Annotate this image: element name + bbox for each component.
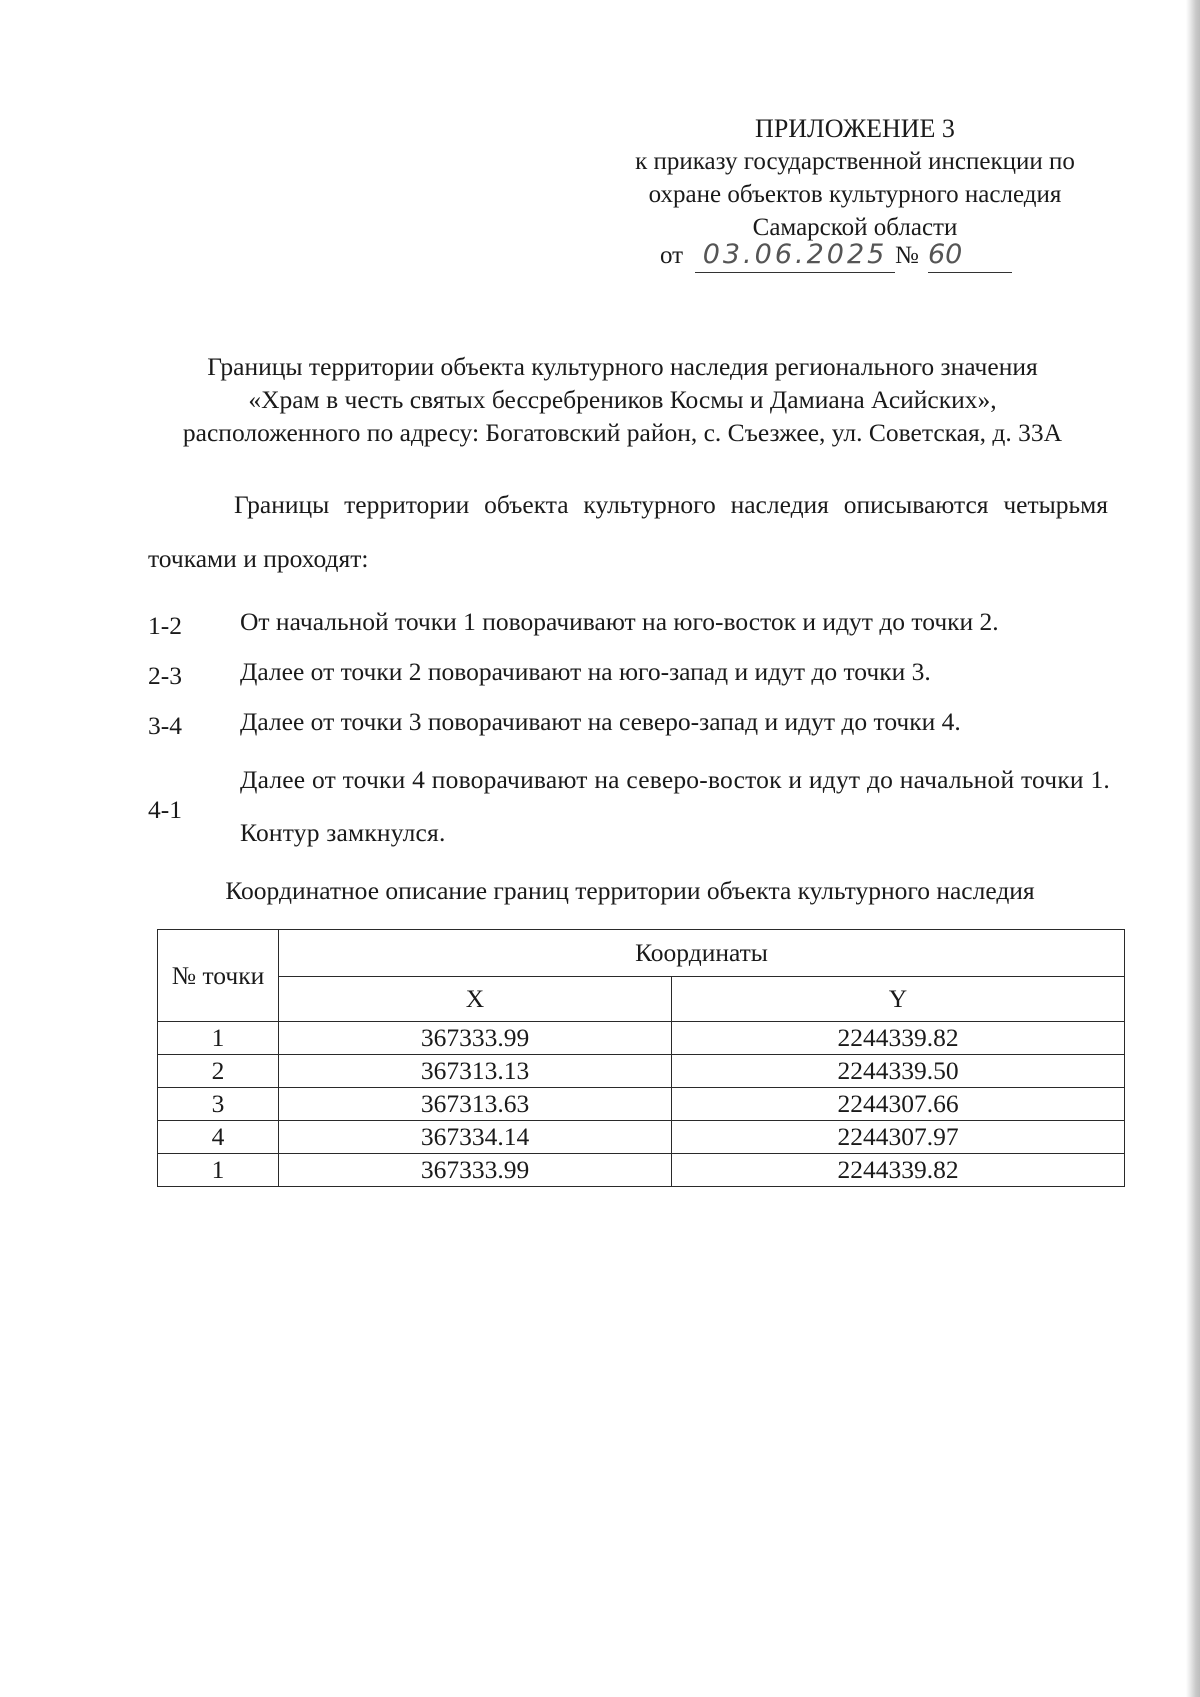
cell-y: 2244339.82 — [672, 1154, 1125, 1187]
segment-number: 3-4 — [148, 711, 182, 740]
table-header-row — [158, 930, 1125, 977]
document-title — [130, 350, 1115, 449]
table-row — [158, 1088, 1125, 1121]
cell-point: 1 — [158, 1022, 279, 1055]
cell-x: 367313.63 — [279, 1088, 672, 1121]
table-row — [158, 1154, 1125, 1187]
segment-row — [148, 753, 1110, 859]
appendix-title: ПРИЛОЖЕНИЕ 3 — [755, 114, 955, 143]
column-header-point: № точки — [158, 930, 279, 1022]
cell-y: 2244307.97 — [672, 1121, 1125, 1154]
handwritten-number: 60 — [928, 240, 1012, 273]
table-row — [158, 1055, 1125, 1088]
order-reference — [660, 240, 1020, 276]
handwritten-date: 03.06.2025 — [695, 240, 895, 273]
cell-y: 2244339.82 — [672, 1022, 1125, 1055]
segment-number: 1-2 — [148, 611, 182, 640]
cell-point: 3 — [158, 1088, 279, 1121]
segment-text: От начальной точки 1 поворачивают на юго-восток и идут до точки 2. — [240, 607, 999, 636]
cell-x: 367333.99 — [279, 1154, 672, 1187]
column-header-coordinates: Координаты — [279, 930, 1125, 977]
cell-point: 4 — [158, 1121, 279, 1154]
segment-text: Далее от точки 2 поворачивают на юго-запад и идут до точки 3. — [240, 657, 931, 686]
segment-number: 4-1 — [148, 795, 182, 824]
appendix-line-1: к приказу государственной инспекции по — [635, 148, 1075, 175]
segment-number: 2-3 — [148, 661, 182, 690]
table-caption: Координатное описание границ территории объекта культурного наследия — [225, 876, 1035, 905]
from-label: от — [660, 242, 684, 269]
title-line-2: «Храм в честь святых бессребреников Космы и Дамиана Асийских», — [248, 385, 997, 414]
cell-point: 2 — [158, 1055, 279, 1088]
segment-text: Далее от точки 4 поворачивают на северо-восток и идут до начальной точки 1. Контур замкнулся. — [240, 765, 1110, 847]
table-row — [158, 1022, 1125, 1055]
coordinates-table — [157, 929, 1125, 1187]
table-row — [158, 1121, 1125, 1154]
segment-row — [148, 603, 1110, 641]
table-subheader-row — [158, 977, 1125, 1022]
column-header-x: X — [279, 977, 672, 1022]
intro-paragraph: Границы территории объекта культурного наследия описываются четырьмя точками и проходят: — [148, 490, 1108, 573]
cell-y: 2244307.66 — [672, 1088, 1125, 1121]
segment-row — [148, 703, 1110, 741]
cell-point: 1 — [158, 1154, 279, 1187]
appendix-line-2: охране объектов культурного наследия — [648, 181, 1062, 208]
appendix-header — [600, 112, 1110, 244]
cell-y: 2244339.50 — [672, 1055, 1125, 1088]
number-sign: № — [895, 242, 919, 269]
page-edge-shadow — [1186, 0, 1200, 1697]
column-header-y: Y — [672, 977, 1125, 1022]
cell-x: 367334.14 — [279, 1121, 672, 1154]
boundary-segments — [148, 603, 1110, 871]
segment-row — [148, 653, 1110, 691]
appendix-line-3: Самарской области — [752, 214, 958, 241]
cell-x: 367313.13 — [279, 1055, 672, 1088]
title-line-1: Границы территории объекта культурного наследия регионального значения — [207, 352, 1038, 381]
segment-text: Далее от точки 3 поворачивают на северо-запад и идут до точки 4. — [240, 707, 961, 736]
title-line-3: расположенного по адресу: Богатовский район, с. Съезжее, ул. Советская, д. 33А — [182, 418, 1063, 447]
cell-x: 367333.99 — [279, 1022, 672, 1055]
